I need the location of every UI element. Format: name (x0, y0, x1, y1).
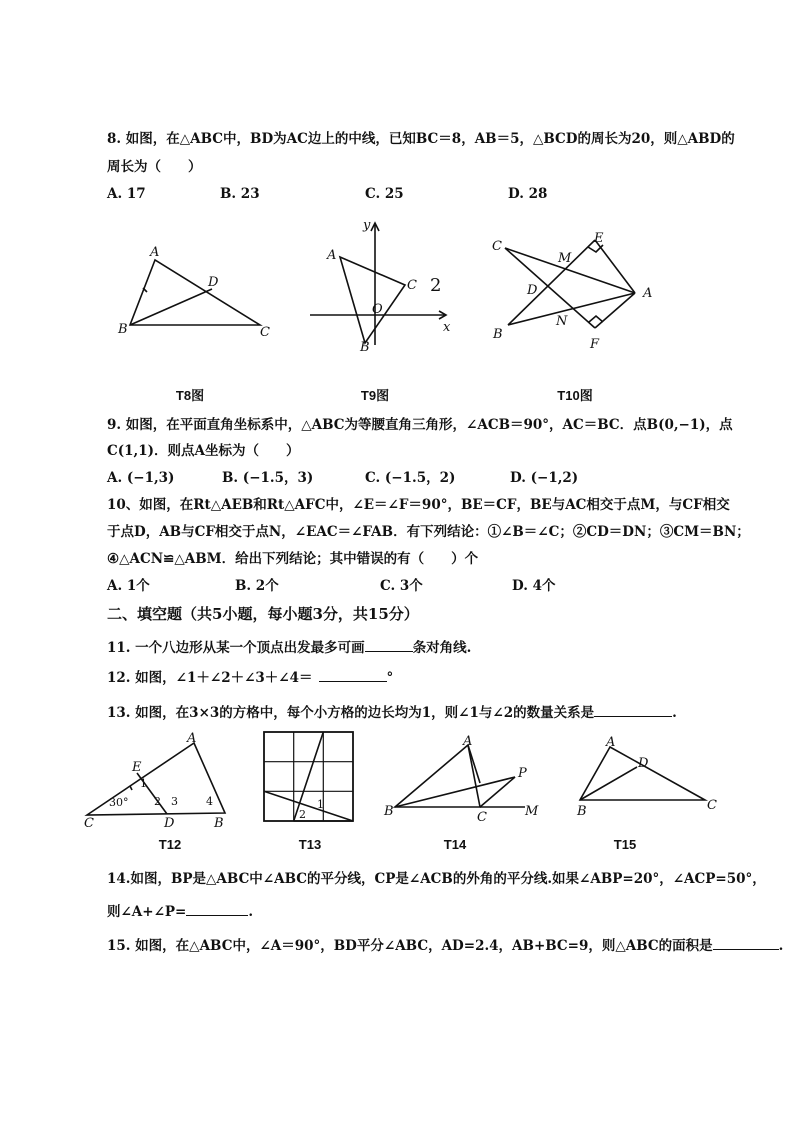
q13-text (107, 703, 677, 722)
t14-label-b: B (384, 804, 394, 819)
q8-text-line1: 8. 如图，在△ABC中，BD为AC边上的中线，已知BC＝8，AB＝5，△BCD的周长为20，则△ABD的 (107, 131, 735, 147)
t10-label-e: E (594, 231, 604, 246)
t15-label-a: A (606, 735, 616, 750)
q9-text-line2: C(1,1)．则点A坐标为（ ） (107, 443, 300, 459)
figure-t9 (305, 215, 455, 355)
q11-before: 11. 一个八边形从某一个顶点出发最多可画 (107, 640, 365, 656)
q9-option-b: B. (−1.5，3) (222, 470, 314, 486)
t9-label-b: B (360, 340, 370, 355)
figure-t14 (380, 735, 550, 825)
q10-text-line2: 于点D，AB与CF相交于点N，∠EAC＝∠FAB．有下列结论：①∠B＝∠C；②CD＝DN；③CM＝BN； (107, 524, 750, 540)
q15-after: . (778, 938, 784, 954)
q14-after: . (248, 904, 254, 920)
t15-label-c: C (707, 798, 717, 813)
q14-text-line1: 14.如图，BP是△ABC中∠ABC的平分线，CP是∠ACB的外角的平分线.如果∠ABP=20°，∠ACP=50°， (107, 871, 766, 887)
q10-text-line3: ④△ACN≌△ABM．给出下列结论；其中错误的有（ ）个 (107, 551, 479, 567)
t8-label-c: C (260, 325, 270, 340)
t10-label-f: F (590, 337, 600, 352)
figure-t10 (490, 230, 670, 350)
section-2-title: 二、填空题（共5小题，每小题3分，共15分） (107, 605, 419, 623)
t12-label-d: D (164, 816, 175, 831)
figure-t13 (262, 730, 357, 825)
q12-after: ° (386, 670, 394, 686)
q10-option-d: D. 4个 (512, 578, 556, 594)
q9-option-c: C. (−1.5，2) (365, 470, 456, 486)
figure-t12 (82, 731, 232, 831)
t9-label-o: O (372, 302, 383, 317)
q12-before: 12. 如图，∠1＋∠2＋∠3＋∠4＝ (107, 670, 313, 686)
q12-text (107, 668, 393, 687)
q13-after: . (672, 705, 677, 721)
t8-label-b: B (118, 322, 128, 337)
q9-text-line1: 9. 如图，在平面直角坐标系中，△ABC为等腰直角三角形，∠ACB＝90°，AC＝BC．点B(0,−1)，点 (107, 417, 733, 433)
t12-label-b: B (214, 816, 224, 831)
t9-label-a: A (327, 248, 337, 263)
t10-label-d: D (527, 283, 538, 298)
t12-label-4: 4 (206, 795, 213, 808)
t12-label-e: E (132, 760, 142, 775)
t14-label-c: C (477, 810, 487, 825)
t10-label-m: M (558, 251, 572, 266)
q9-option-d: D. (−1,2) (510, 470, 579, 486)
t9-label-y: y (363, 218, 371, 233)
t14-label-p: P (518, 766, 527, 781)
q10-option-a: A. 1个 (107, 578, 150, 594)
q15-text (107, 936, 783, 955)
figure-t8 (110, 240, 280, 350)
q8-text-line2: 周长为（ ） (107, 159, 202, 175)
q11-answer-blank[interactable] (365, 638, 413, 652)
t9-caption: T9图 (360, 388, 390, 403)
q10-option-c: C. 3个 (380, 578, 423, 594)
t10-label-a: A (643, 286, 653, 301)
q8-option-d: D. 28 (508, 186, 548, 202)
t10-label-b: B (493, 327, 503, 342)
q8-option-b: B. 23 (220, 186, 260, 202)
t12-label-1: 1 (140, 777, 147, 790)
t14-label-a: A (463, 734, 473, 749)
q13-answer-blank[interactable] (594, 703, 672, 717)
q13-before: 13. 如图，在3×3的方格中，每个小方格的边长均为1，则∠1与∠2的数量关系是 (107, 705, 595, 721)
t15-caption: T15 (613, 837, 637, 852)
q11-after: 条对角线. (412, 640, 472, 656)
t13-label-1: 1 (317, 798, 324, 811)
t9-label-2: 2 (430, 275, 442, 296)
q12-answer-blank[interactable] (319, 668, 387, 682)
t12-label-c: C (84, 816, 94, 831)
q14-answer-blank[interactable] (186, 902, 248, 916)
q14-before: 则∠A+∠P= (107, 904, 187, 920)
t9-label-c: C (407, 278, 417, 293)
t14-caption: T14 (443, 837, 467, 852)
t12-caption: T12 (158, 837, 182, 852)
t15-label-b: B (577, 804, 587, 819)
t12-label-30: 30° (109, 796, 129, 809)
q9-option-a: A. (−1,3) (107, 470, 175, 486)
q15-before: 15. 如图，在△ABC中，∠A＝90°，BD平分∠ABC，AD=2.4，AB+BC=9，则△ABC的面积是 (107, 938, 713, 954)
t12-label-3: 3 (171, 795, 178, 808)
q8-option-c: C. 25 (365, 186, 404, 202)
q10-text-line1: 10、如图，在Rt△AEB和Rt△AFC中，∠E＝∠F＝90°，BE＝CF，BE与AC相交于点M，与CF相交 (107, 497, 730, 513)
t8-label-d: D (208, 275, 219, 290)
t14-label-m: M (525, 804, 539, 819)
t8-label-a: A (150, 245, 160, 260)
t10-label-c: C (492, 239, 502, 254)
t12-label-2: 2 (154, 795, 161, 808)
t10-label-n: N (556, 314, 568, 329)
q11-text (107, 638, 471, 657)
q10-option-b: B. 2个 (235, 578, 279, 594)
t9-label-x: x (443, 320, 451, 335)
t8-caption: T8图 (175, 388, 205, 403)
t13-caption: T13 (298, 837, 322, 852)
figure-t15 (575, 735, 725, 825)
q8-option-a: A. 17 (107, 186, 146, 202)
q14-text-line2 (107, 902, 253, 921)
q15-answer-blank[interactable] (713, 936, 779, 950)
t15-label-d: D (638, 756, 649, 771)
t13-label-2: 2 (299, 808, 306, 821)
t10-caption: T10图 (557, 388, 593, 403)
t12-label-a: A (187, 731, 197, 746)
